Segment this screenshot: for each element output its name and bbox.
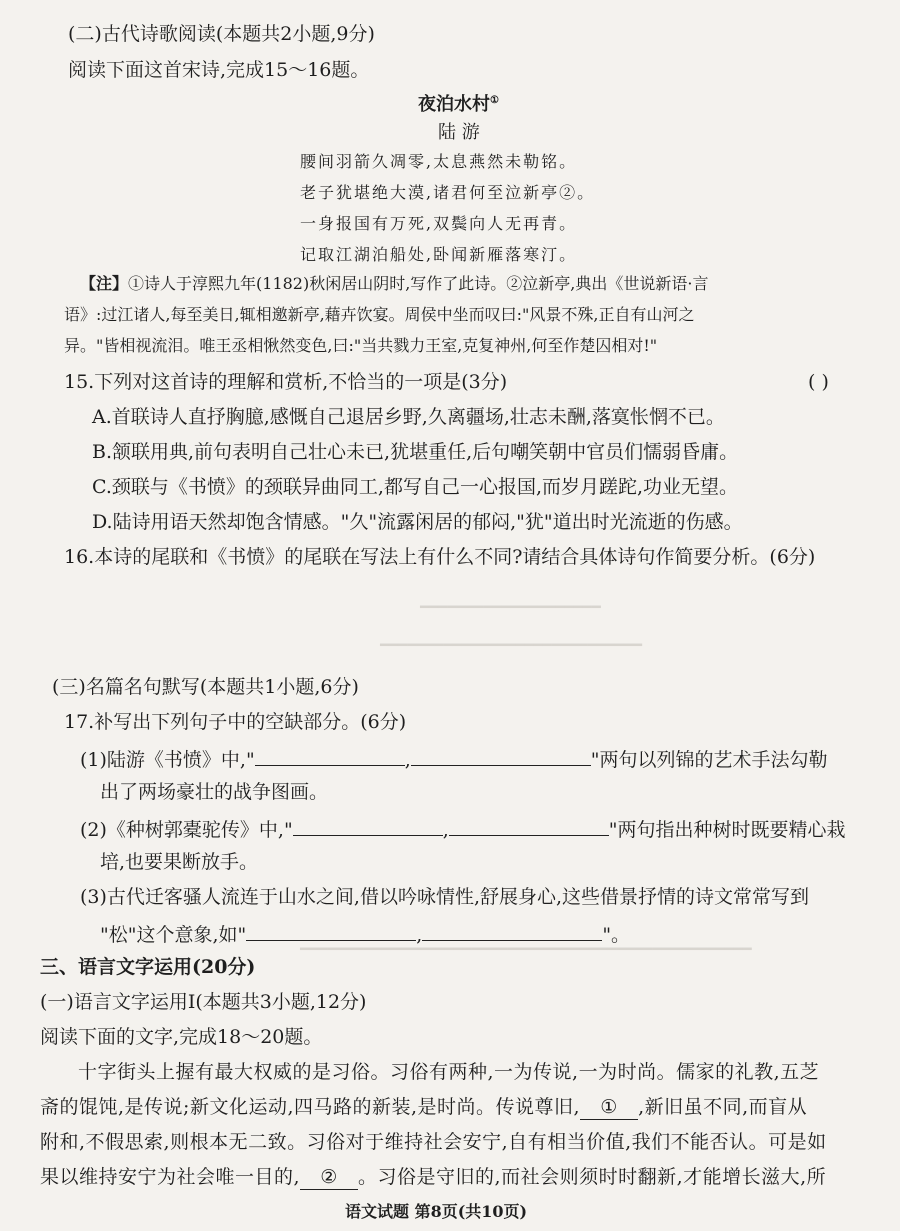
poem-line: 一身报国有万死,双鬓向人无再青。 (300, 214, 578, 233)
bleed-through-mark: ━━━━━━━━━━━━━━━━━━━━━━━━━━━━━━━━━━━━━━━━━━━━━━━━━━ (300, 940, 752, 958)
section-heading-language-1: (一)语言文字运用Ⅰ(本题共3小题,12分) (40, 991, 367, 1013)
question-16: 16.本诗的尾联和《书愤》的尾联在写法上有什么不同?请结合具体诗句作简要分析。(6分) (64, 546, 816, 568)
page-footer: 语文试题 第8页(共10页) (345, 1202, 528, 1221)
passage-line: 十字街头上握有最大权威的是习俗。习俗有两种,一为传说,一为时尚。儒家的礼教,五芝 (78, 1061, 820, 1083)
note-line: 【注】①诗人于淳熙九年(1182)秋闲居山阴时,写作了此诗。②泣新亭,典出《世说新语·言 (80, 274, 709, 293)
note-label: 【注】 (80, 274, 129, 293)
question-17-part2: (2)《种树郭橐驼传》中," , "两句指出种树时既要精心栽 (80, 815, 846, 842)
passage-blank-2[interactable]: ② (300, 1165, 358, 1190)
answer-blank[interactable] (449, 815, 609, 836)
section-heading-language: 三、语言文字运用(20分) (40, 956, 256, 978)
poem-line: 记取江湖泊船处,卧闻新雁落寒汀。 (300, 245, 578, 264)
question-17-part1-cont: 出了两场豪壮的战争图画。 (100, 781, 329, 803)
question-17-part2-cont: 培,也要果断放手。 (100, 851, 259, 873)
section-heading-recite: (三)名篇名句默写(本题共1小题,6分) (52, 676, 359, 698)
bleed-through-mark: ━━━━━━━━━━━━━━━━━━━━ (420, 598, 601, 616)
question-17-stem: 17.补写出下列句子中的空缺部分。(6分) (64, 711, 407, 733)
note-line: 语》:过江诸人,每至美日,辄相邀新亭,藉卉饮宴。周侯中坐而叹曰:"风景不殊,正自有山河之 (64, 305, 695, 324)
note-line: 异。"皆相视流泪。唯王丞相愀然变色,曰:"当共戮力王室,克复神州,何至作楚囚相对!" (64, 336, 658, 355)
poem-author: 陆 游 (438, 122, 480, 143)
poem-instruction: 阅读下面这首宋诗,完成15～16题。 (68, 59, 370, 81)
option-d: D.陆诗用语天然却饱含情感。"久"流露闲居的郁闷,"犹"道出时光流逝的伤感。 (92, 511, 743, 533)
passage-instruction: 阅读下面的文字,完成18～20题。 (40, 1026, 323, 1048)
answer-blank[interactable] (255, 745, 405, 766)
bleed-through-mark: ━━━━━━━━━━━━━━━━━━━━━━━━━━━━━ (380, 636, 642, 654)
question-17-part3: (3)古代迁客骚人流连于山水之间,借以吟咏情性,舒展身心,这些借景抒情的诗文常常写到 (80, 886, 810, 908)
passage-line: 果以维持安宁为社会唯一目的, ② 。习俗是守旧的,而社会则须时时翻新,才能增长滋大,所 (40, 1166, 827, 1188)
question-15-stem: 15.下列对这首诗的理解和赏析,不恰当的一项是(3分) (64, 371, 508, 393)
option-b: B.颔联用典,前句表明自己壮心未已,犹堪重任,后句嘲笑朝中官员们懦弱昏庸。 (92, 441, 739, 463)
passage-blank-1[interactable]: ① (580, 1095, 638, 1120)
question-17-part3-cont: "松"这个意象,如" , "。 (100, 920, 630, 947)
answer-bracket: ( ) (808, 371, 829, 393)
section-heading-poetry: (二)古代诗歌阅读(本题共2小题,9分) (68, 23, 375, 45)
option-a: A.首联诗人直抒胸臆,感慨自己退居乡野,久离疆场,壮志未酬,落寞怅惘不已。 (92, 406, 725, 428)
question-17-part1: (1)陆游《书愤》中," , "两句以列锦的艺术手法勾勒 (80, 745, 828, 772)
poem-line: 老子犹堪绝大漠,诸君何至泣新亭②。 (300, 183, 596, 202)
answer-blank[interactable] (246, 920, 416, 941)
option-c: C.颈联与《书愤》的颈联异曲同工,都写自己一心报国,而岁月蹉跎,功业无望。 (92, 476, 739, 498)
passage-line: 斋的馄饨,是传说;新文化运动,四马路的新装,是时尚。传说尊旧, ① ,新旧虽不同,而盲从 (40, 1096, 808, 1118)
answer-blank[interactable] (411, 745, 591, 766)
poem-line: 腰间羽箭久凋零,太息燕然未勒铭。 (300, 152, 578, 171)
passage-line: 附和,不假思索,则根本无二致。习俗对于维持社会安宁,自有相当价值,我们不能否认。可是如 (40, 1131, 827, 1153)
poem-title: 夜泊水村① (418, 94, 499, 115)
answer-blank[interactable] (293, 815, 443, 836)
answer-blank[interactable] (422, 920, 602, 941)
